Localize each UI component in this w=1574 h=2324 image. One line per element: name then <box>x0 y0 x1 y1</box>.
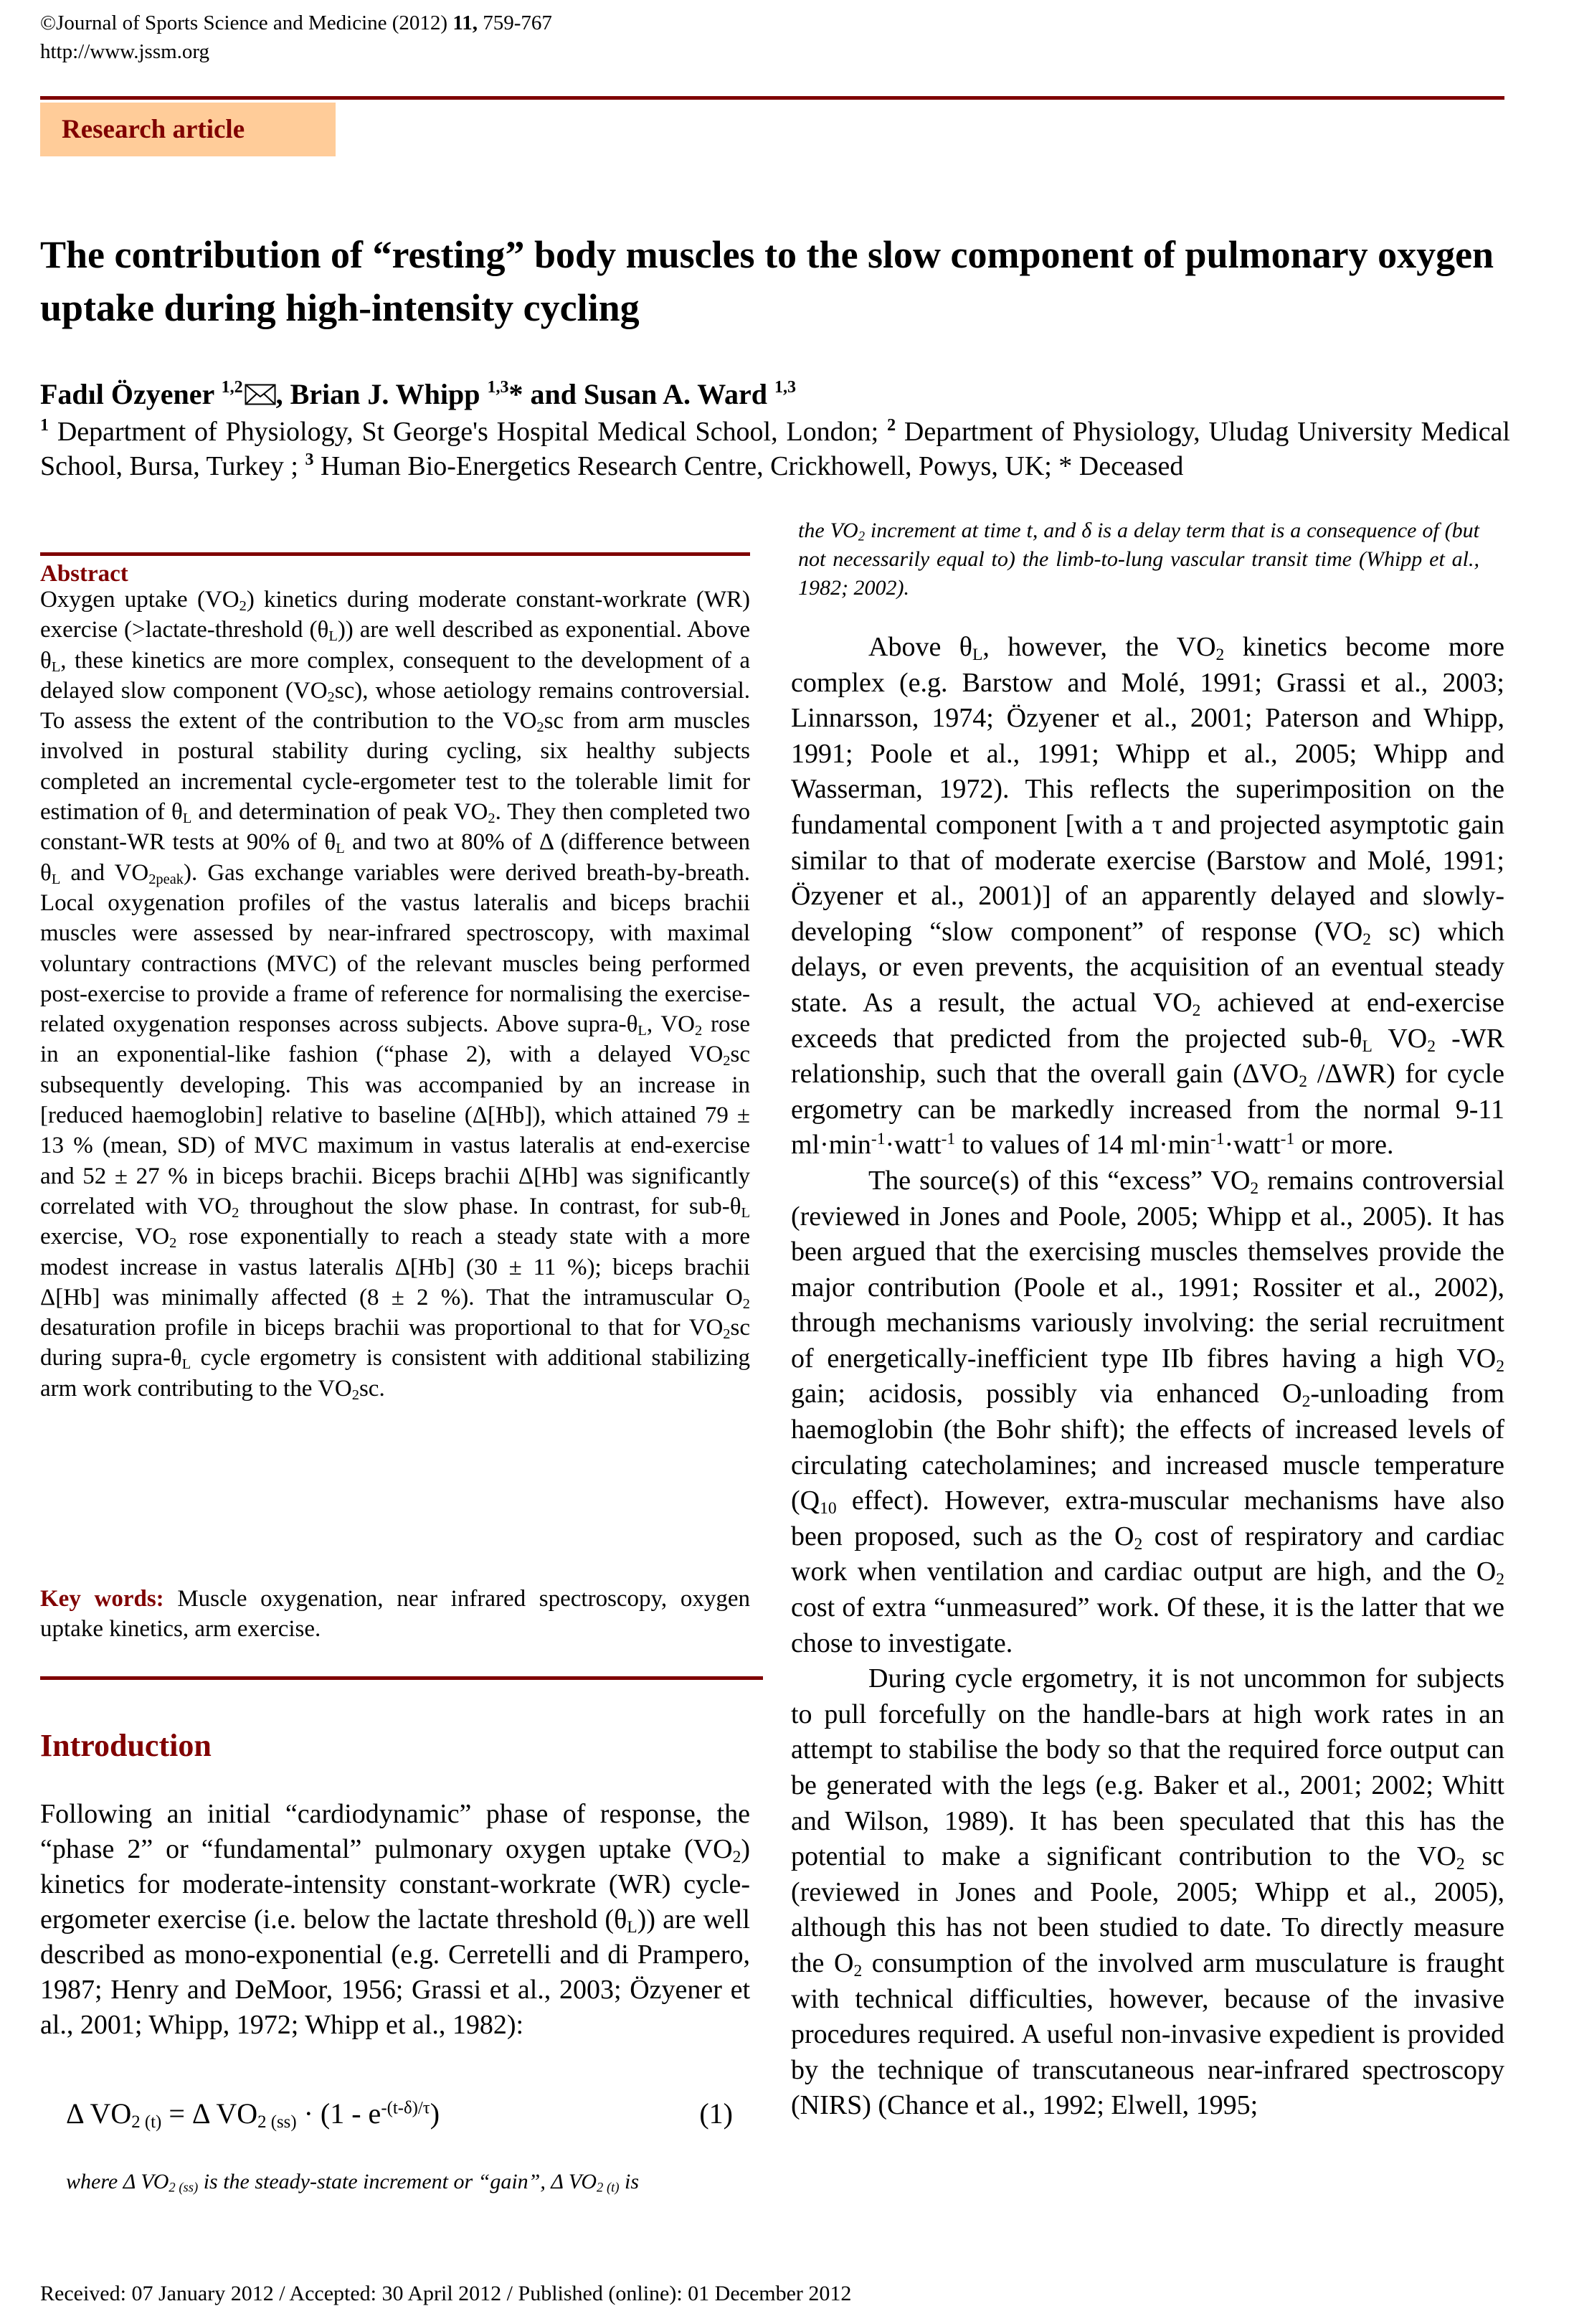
subscript: 2 <box>1192 1001 1201 1020</box>
affiliation-number: 3 <box>305 450 314 469</box>
subscript: 2peak <box>148 871 184 887</box>
subscript: L <box>182 811 192 827</box>
text-run: cycle ergometry is consistent with additional stabilizing arm work contributing to the VO <box>40 1345 751 1402</box>
subscript: L <box>637 1023 647 1039</box>
text-run: -WR relationship, such that the overall gain (ΔVO <box>791 1023 1505 1090</box>
author-name: Brian J. Whipp <box>290 378 488 410</box>
affiliation-number: 1 <box>40 416 49 435</box>
paper-title: The contribution of “resting” body muscles to the slow component of pulmonary oxygen uptake during high-intensity cycling <box>40 233 1494 329</box>
text-run: VO <box>1372 1023 1428 1054</box>
subscript: L <box>627 1917 637 1937</box>
abstract-top-divider <box>40 552 750 556</box>
author-affiliation-marker: 1,3 <box>487 378 509 397</box>
text-run: -unloading from haemoglobin (the Bohr shift); the effects of increased levels of circulating catecholamines; and increased muscle temperature (Q <box>791 1379 1504 1516</box>
text-run: rose exponentially to reach a steady state with a more modest increase in vastus lateralis Δ[Hb] (30 ± 11 %); biceps brachii Δ[Hb] was minimally affected (8 ± 2 %). That the intramuscular O <box>40 1224 750 1310</box>
text-run: sc subsequently developing. This was accompanied by an increase in [reduced haemoglobin] relative to baseline (Δ[Hb]), which attained 79 ± 13 % (mean, SD) of MVC maximum in vastus lateralis at end-exercise and 52 ± 27 % in biceps brachii. Biceps brachii Δ[Hb] was significantly correlated with VO <box>40 1041 750 1219</box>
subscript: L <box>51 658 61 675</box>
subscript: L <box>328 628 338 645</box>
text-run: throughout the slow phase. In contrast, for sub-θ <box>239 1193 741 1219</box>
author-affiliation-marker: 1,2 <box>221 378 243 397</box>
text-run: to values of 14 ml·min <box>955 1130 1210 1161</box>
text-run: Above θ <box>868 632 972 662</box>
text-run: sc (reviewed in Jones and Poole, 2005; Whipp et al., 2005), although this has not been studied to date. To directly measure the O <box>791 1841 1505 1978</box>
author-separator: , <box>275 378 290 410</box>
paragraph-cycle-ergometry <box>791 1661 1504 2124</box>
text-run: is <box>619 2170 640 2193</box>
subscript: 10 <box>820 1499 837 1518</box>
author-name: Fadıl Özyener <box>40 378 222 410</box>
subscript: 2 <box>723 1326 731 1343</box>
text-run: . They then completed two constant-WR tests at 90% of θ <box>40 799 750 856</box>
subscript: 2 <box>858 529 865 544</box>
text-run: During cycle ergometry, it is not uncommon for subjects to pull forcefully on the handle-bars at high work rates in an attempt to stabilise the body so that the required force output can be generated with the legs (e.g. Baker et al., 2001; 2002; Whitt and Wilson, 1989). It has been speculated that this has the potential to make a significant contribution to the VO <box>791 1663 1504 1872</box>
text-run: rose in an exponential-like fashion (“phase 2), with a delayed VO <box>40 1011 750 1068</box>
text-run: ) kinetics during moderate constant-workrate (WR) exercise (>lactate-threshold (θ <box>40 587 750 643</box>
subscript: L <box>336 841 345 857</box>
equation-1 <box>66 2096 733 2132</box>
article-type-label: Research article <box>62 115 245 144</box>
subscript: 2 <box>536 719 544 736</box>
superscript: -(t-δ)/τ <box>381 2098 430 2118</box>
text-run: and two at 80% of Δ (difference between θ <box>40 829 751 886</box>
introduction-heading: Introduction <box>40 1728 212 1763</box>
paragraph-slow-component <box>791 630 1504 1163</box>
text-run: increment at time t, and δ is a delay term that is a consequence of (but not necessarily equal to) the limb-to-lung vascular transit time (Whipp et al., 1982; 2002). <box>798 519 1480 600</box>
journal-pages: 759-767 <box>477 11 552 34</box>
text-run: sc during supra-θ <box>40 1315 750 1371</box>
right-column-body <box>791 630 1504 2124</box>
subscript: L <box>1362 1036 1372 1056</box>
journal-volume: 11, <box>452 11 478 34</box>
keywords <box>40 1584 750 1644</box>
subscript: 2 <box>723 1053 731 1069</box>
text-run: effect). However, extra-muscular mechanisms have also been proposed, such as the O <box>791 1485 1504 1551</box>
subscript: 2 (t) <box>597 2180 620 2196</box>
text-run: Δ VO <box>66 2097 132 2130</box>
subscript: 2 (ss) <box>169 2180 199 2196</box>
paragraph-excess-vo2 <box>791 1163 1504 1661</box>
subscript: 2 <box>1456 1855 1465 1874</box>
text-run: /ΔWR) for cycle ergometry can be markedly increased from the normal 9-11 ml·min <box>791 1059 1504 1161</box>
text-run: sc. <box>359 1375 385 1402</box>
journal-citation <box>40 9 552 66</box>
text-run: where Δ VO <box>66 2170 169 2193</box>
text-run: gain; acidosis, possibly via enhanced O <box>791 1379 1302 1409</box>
text-run: )) are well described as mono-exponential (e.g. Cerretelli and di Prampero, 1987; Henry and DeMoor, 1956; Grassi et al., 2003; Özyener et al., 2001; Whipp, 1972; Whipp et al., 1982): <box>40 1904 750 2040</box>
subscript: 2 <box>351 1387 359 1403</box>
text-run: cost of respiratory and cardiac work when ventilation and cardiac output are high, and the O <box>791 1521 1505 1587</box>
affiliation-text: Department of Physiology, Uludag University Medical School, Bursa, Turkey ; <box>40 417 1510 481</box>
subscript: 2 <box>169 1235 177 1252</box>
keywords-text: Muscle oxygenation, near infrared spectroscopy, oxygen uptake kinetics, arm exercise. <box>40 1586 750 1642</box>
abstract-bottom-divider <box>40 1676 763 1680</box>
affiliation-text: Human Bio-Energetics Research Centre, Crickhowell, Powys, UK; * Deceased <box>313 451 1184 481</box>
equation-expression <box>66 2097 440 2130</box>
journal-url[interactable]: http://www.jssm.org <box>40 40 210 63</box>
subscript: L <box>51 871 61 887</box>
abstract-heading: Abstract <box>40 561 128 587</box>
subscript: 2 <box>732 1847 741 1866</box>
affiliation-text: Department of Physiology, St George's Hospital Medical School, London; <box>49 417 888 447</box>
text-run: and VO <box>60 859 149 886</box>
subscript: 2 <box>1215 645 1225 664</box>
subscript: 2 <box>742 1295 750 1312</box>
text-run: Oxygen uptake (VO <box>40 587 240 613</box>
subscript: 2 <box>239 598 247 615</box>
equation-note-part2 <box>798 516 1479 603</box>
subscript: 2 (ss) <box>257 2112 297 2132</box>
subscript: 2 <box>488 811 496 827</box>
publication-dates: Received: 07 January 2012 / Accepted: 30 April 2012 / Published (online): 01 December 2012 <box>40 2282 852 2305</box>
superscript: -1 <box>1210 1130 1225 1149</box>
subscript: 2 <box>1134 1534 1143 1554</box>
envelope-icon[interactable] <box>245 377 276 399</box>
text-run: , however, the VO <box>982 632 1216 662</box>
text-run: the VO <box>798 519 858 542</box>
subscript: 2 (t) <box>131 2112 162 2132</box>
text-run: ·watt <box>885 1130 942 1161</box>
subscript: 2 <box>1362 930 1372 949</box>
subscript: 2 <box>1496 1356 1504 1376</box>
text-run: sc), whose aetiology remains controversial. To assess the extent of the contribution to the VO <box>40 677 750 734</box>
text-run: kinetics become more complex (e.g. Barstow and Molé, 1991; Grassi et al., 2003; Linnarsson, 1974; Özyener et al., 2001; Paterson and Whipp, 1991; Poole et al., 1991; Whipp et al., 2005; Whipp and Wasserman, 1972). This reflects the superimposition on the fundamental component [with a τ and projected asymptotic gain similar to that of moderate exercise (Barstow and Molé, 1991; Özyener et al., 2001)] of an apparently delayed and slowly-developing “slow component” of response (VO <box>791 632 1504 947</box>
abstract-body <box>40 585 750 1404</box>
text-run: is the steady-state increment or “gain”, Δ VO <box>198 2170 597 2193</box>
text-run: )) are well described as exponential. Above θ <box>40 617 750 674</box>
text-run: and determination of peak VO <box>191 799 488 826</box>
text-run: , these kinetics are more complex, consequent to the development of a delayed slow component (VO <box>40 647 750 704</box>
subscript: 2 <box>1496 1570 1504 1590</box>
text-run: · (1 - e <box>296 2097 381 2130</box>
subscript: L <box>181 1356 191 1373</box>
subscript: 2 <box>232 1205 240 1222</box>
journal-name: ©Journal of Sports Science and Medicine (2012) <box>40 11 453 34</box>
introduction-paragraph <box>40 1797 750 2043</box>
text-run: exercise, VO <box>40 1224 170 1250</box>
text-run: cost of extra “unmeasured” work. Of these, it is the latter that we chose to investigate. <box>791 1592 1504 1658</box>
text-run: or more. <box>1294 1130 1394 1161</box>
text-run: remains controversial (reviewed in Jones and Poole, 2005; Whipp et al., 2005). It has been argued that the exercising muscles themselves provide the major contribution (Poole et al., 1991; Rossiter et al., 2002), through mechanisms variously involving: the serial recruitment of energetically-inefficient type IIb fibres having a high VO <box>791 1165 1504 1374</box>
subscript: 2 <box>853 1961 863 1980</box>
text-run: achieved at end-exercise exceeds that predicted from the projected sub-θ <box>791 987 1504 1054</box>
text-run: consumption of the involved arm musculature is fraught with technical difficulties, however, because of the invasive procedures required. A useful non-invasive expedient is provided by the technique of transcutaneous near-infrared spectroscopy (NIRS) (Chance et al., 1992; Elwell, 1995; <box>791 1947 1504 2121</box>
header-divider <box>40 96 1504 100</box>
article-type-badge <box>40 103 336 156</box>
subscript: 2 <box>327 689 335 705</box>
subscript: L <box>972 645 983 664</box>
subscript: 2 <box>1250 1178 1259 1198</box>
subscript: 2 <box>1299 1072 1307 1091</box>
author-list <box>40 376 796 413</box>
equation-number: (1) <box>699 2097 733 2130</box>
text-run: The source(s) of this “excess” VO <box>868 1165 1251 1196</box>
text-run: ) kinetics for moderate-intensity constant-workrate (WR) cycle-ergometer exercise (i.e. below the lactate threshold (θ <box>40 1834 750 1935</box>
text-run: ·watt <box>1224 1130 1281 1161</box>
subscript: L <box>741 1205 750 1222</box>
text-run: = Δ VO <box>161 2097 258 2130</box>
affiliations <box>40 415 1510 483</box>
author-affiliation-marker: 1,3 <box>774 378 797 397</box>
subscript: 2 <box>1427 1036 1436 1056</box>
text-run: ) <box>430 2097 440 2130</box>
equation-note-part1 <box>66 2168 711 2196</box>
text-run: sc from arm muscles involved in postural stability during cycling, six healthy subjects completed an incremental cycle-ergometer test to the tolerable limit for estimation of θ <box>40 708 750 826</box>
text-run: , VO <box>646 1011 695 1038</box>
text-run: Following an initial “cardiodynamic” phase of response, the “phase 2” or “fundamental” pulmonary oxygen uptake (VO <box>40 1799 750 1864</box>
text-run: desaturation profile in biceps brachii was proportional to that for VO <box>40 1315 724 1341</box>
subscript: 2 <box>1302 1392 1311 1412</box>
text-run: sc) which delays, or even prevents, the acquisition of an eventual steady state. As a result, the actual VO <box>791 916 1504 1018</box>
author-name: Susan A. Ward <box>583 378 775 410</box>
author-separator: * and <box>508 378 584 410</box>
superscript: -1 <box>1280 1130 1295 1149</box>
keywords-label: Key words: <box>40 1586 164 1612</box>
superscript: -1 <box>871 1130 886 1149</box>
subscript: 2 <box>695 1023 703 1039</box>
text-run: ). Gas exchange variables were derived breath-by-breath. Local oxygenation profiles of the vastus lateralis and biceps brachii muscles were assessed by near-infrared spectroscopy, with maximal voluntary contractions (MVC) of the relevant muscles being performed post-exercise to provide a frame of reference for normalising the exercise-related oxygenation responses across subjects. Above supra-θ <box>40 859 750 1038</box>
affiliation-number: 2 <box>887 416 896 435</box>
superscript: -1 <box>941 1130 956 1149</box>
